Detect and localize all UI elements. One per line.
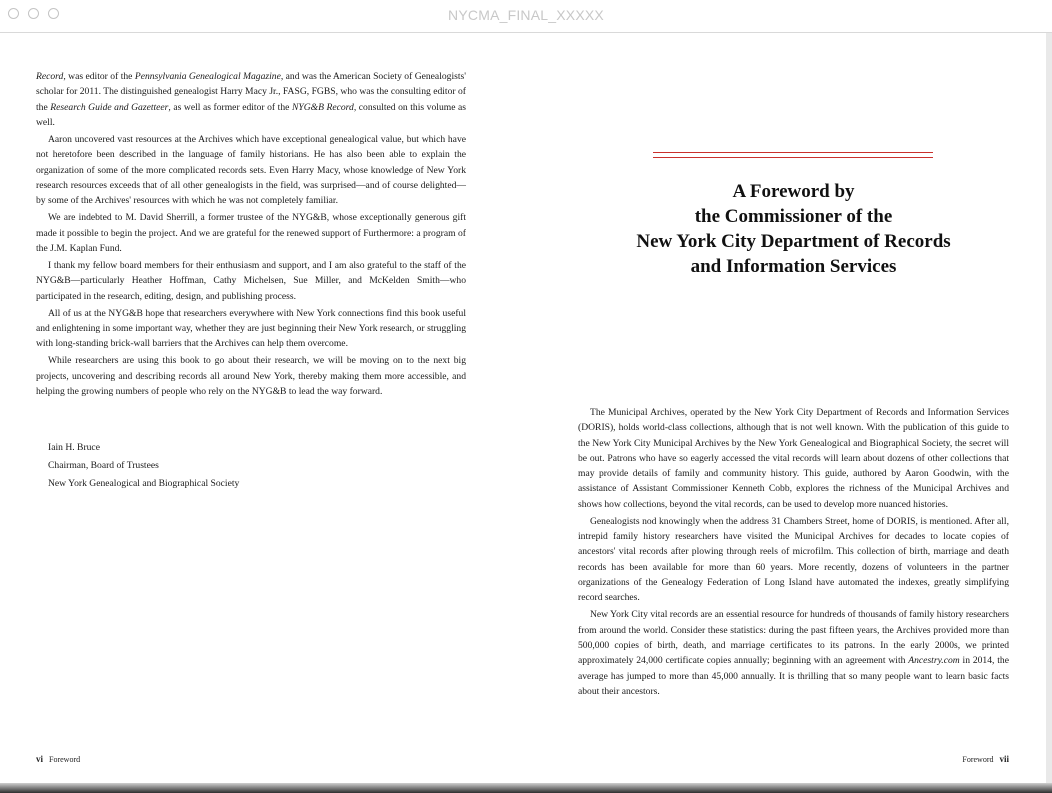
paragraph-text: , was editor of the [63, 71, 135, 82]
paragraph-text: , and was the American Society of Genealogists' scholar for 2011. The distinguished genealogist Harry Macy Jr., FASG, FGBS, who was the consulting editor of the [36, 71, 466, 113]
signatory-title: Chairman, Board of Trustees [48, 460, 159, 471]
left-paragraph-5: All of us at the NYG&B hope that researchers everywhere with New York connections find this book useful and enlightening in some important way, whether they are just beginning their New York research, or struggling with long-standing brick-wall barriers that the Archives can help them overcome. [36, 307, 466, 350]
left-folio [36, 754, 80, 764]
heading-line: New York City Department of Records [636, 231, 951, 252]
page-number: vii [999, 754, 1009, 764]
left-paragraph-4: I thank my fellow board members for their enthusiasm and support, and I am also grateful to the staff of the NYG&B—particularly Heather Hoffman, Cathy Michelsen, Sue Miller, and McKelden Smith—who participated in the research, editing, design, and publishing process. [36, 259, 466, 302]
right-folio [962, 754, 1009, 764]
signatory-name: Iain H. Bruce [48, 442, 100, 453]
heading-line: A Foreword by [732, 181, 855, 202]
signatory-organization: New York Genealogical and Biographical Society [48, 478, 240, 489]
italic-text: Pennsylvania Genealogical Magazine [134, 71, 281, 82]
signature-block [48, 439, 239, 493]
left-paragraph-1 [36, 69, 466, 130]
left-paragraph-6: While researchers are using this book to go about their research, we will be moving on to the next big projects, uncovering and describing records all around New York, thereby making them more accessible, and helping the growing numbers of people who rely on the NYG&B to lead the way forward. [36, 355, 466, 397]
heading-line: and Information Services [690, 256, 897, 277]
right-paragraph-3 [578, 607, 1009, 699]
paragraph-text: , as well as former editor of the [168, 101, 292, 113]
italic-text: Research Guide and Gazetteer [50, 101, 169, 113]
running-footer: Foreword [49, 755, 81, 764]
italic-text: Ancestry.com [908, 655, 960, 667]
decorative-rule-bottom [653, 157, 933, 158]
window-edge [1046, 33, 1052, 793]
right-page-body [578, 405, 1009, 701]
italic-text: NYG&B Record [291, 101, 354, 113]
left-paragraph-3: We are indebted to M. David Sherrill, a former trustee of the NYG&B, whose exceptionally generous gift made it possible to begin the project. And we are grateful for the renewed support of Furthermore: a program of the J.M. Kaplan Fund. [36, 212, 466, 254]
heading-line: the Commissioner of the [694, 206, 893, 227]
paragraph-text: in 2014, the average has jumped to more than 45,000 annually. It is thrilling that so many people want to learn basic facts about their ancestors. [578, 655, 1009, 697]
foreword-heading [578, 179, 1009, 279]
window-bottom-edge [0, 783, 1052, 793]
paragraph-text: New York City vital records are an essential resource for hundreds of thousands of family history researchers from around the world. Consider these statistics: during the past fifteen years, the Archives provided more than 500,000 copies of birth, death, and marriage certificates to its patrons. In the early 2000s, we printed approximately 24,000 certificate copies annually; beginning with an agreement with [578, 609, 1009, 667]
window-title: NYCMA_FINAL_XXXXX [448, 7, 604, 23]
decorative-rule-top [653, 152, 933, 153]
left-paragraph-2: Aaron uncovered vast resources at the Archives which have exceptional genealogical value, but which have not heretofore been described in the language of family historians. He has also been able to explain the organization of some of the more complicated records sets. Even Harry Macy, whose knowledge of New York research resources exceeds that of all other genealogists in the field, was surprised—and of course delighted—by some of the Archives' resources with which he was not completely familiar. [36, 133, 466, 207]
italic-text: Record [36, 71, 64, 82]
paragraph-text: , consulted on this volume as well. [36, 101, 467, 128]
right-paragraph-1: The Municipal Archives, operated by the New York City Department of Records and Information Services (DORIS), holds world-class collections, although that is not well known. With the publication of this guide to the New York City Municipal Archives by the New York Genealogical and Biographical Society, the secret will be out. Patrons who have so eagerly accessed the vital records will learn about dozens of other collections that may provide details of family and community history. This guide, authored by Aaron Goodwin, with the assistance of Assistant Commissioner Kenneth Cobb, explores the richness of the Municipal Archives and shows how collections, beyond the vital records, can be used to develop more nuanced histories. [578, 407, 1009, 510]
running-footer: Foreword [962, 755, 994, 764]
left-page-body [36, 69, 466, 401]
page-number: vi [36, 754, 44, 764]
right-paragraph-2: Genealogists nod knowingly when the address 31 Chambers Street, home of DORIS, is mentioned. After all, intrepid family history researchers have visited the Municipal Archives for decades to locate copies of ancestors' vital records after plowing through reels of microfilm. This collection of birth, marriage and death records has been available for more than 60 years. More recently, dozens of volunteers in the partner organizations of the Genealogy Federation of Long Island have automated the indexes, greatly simplifying record searches. [578, 515, 1009, 604]
window-titlebar [0, 0, 1052, 33]
